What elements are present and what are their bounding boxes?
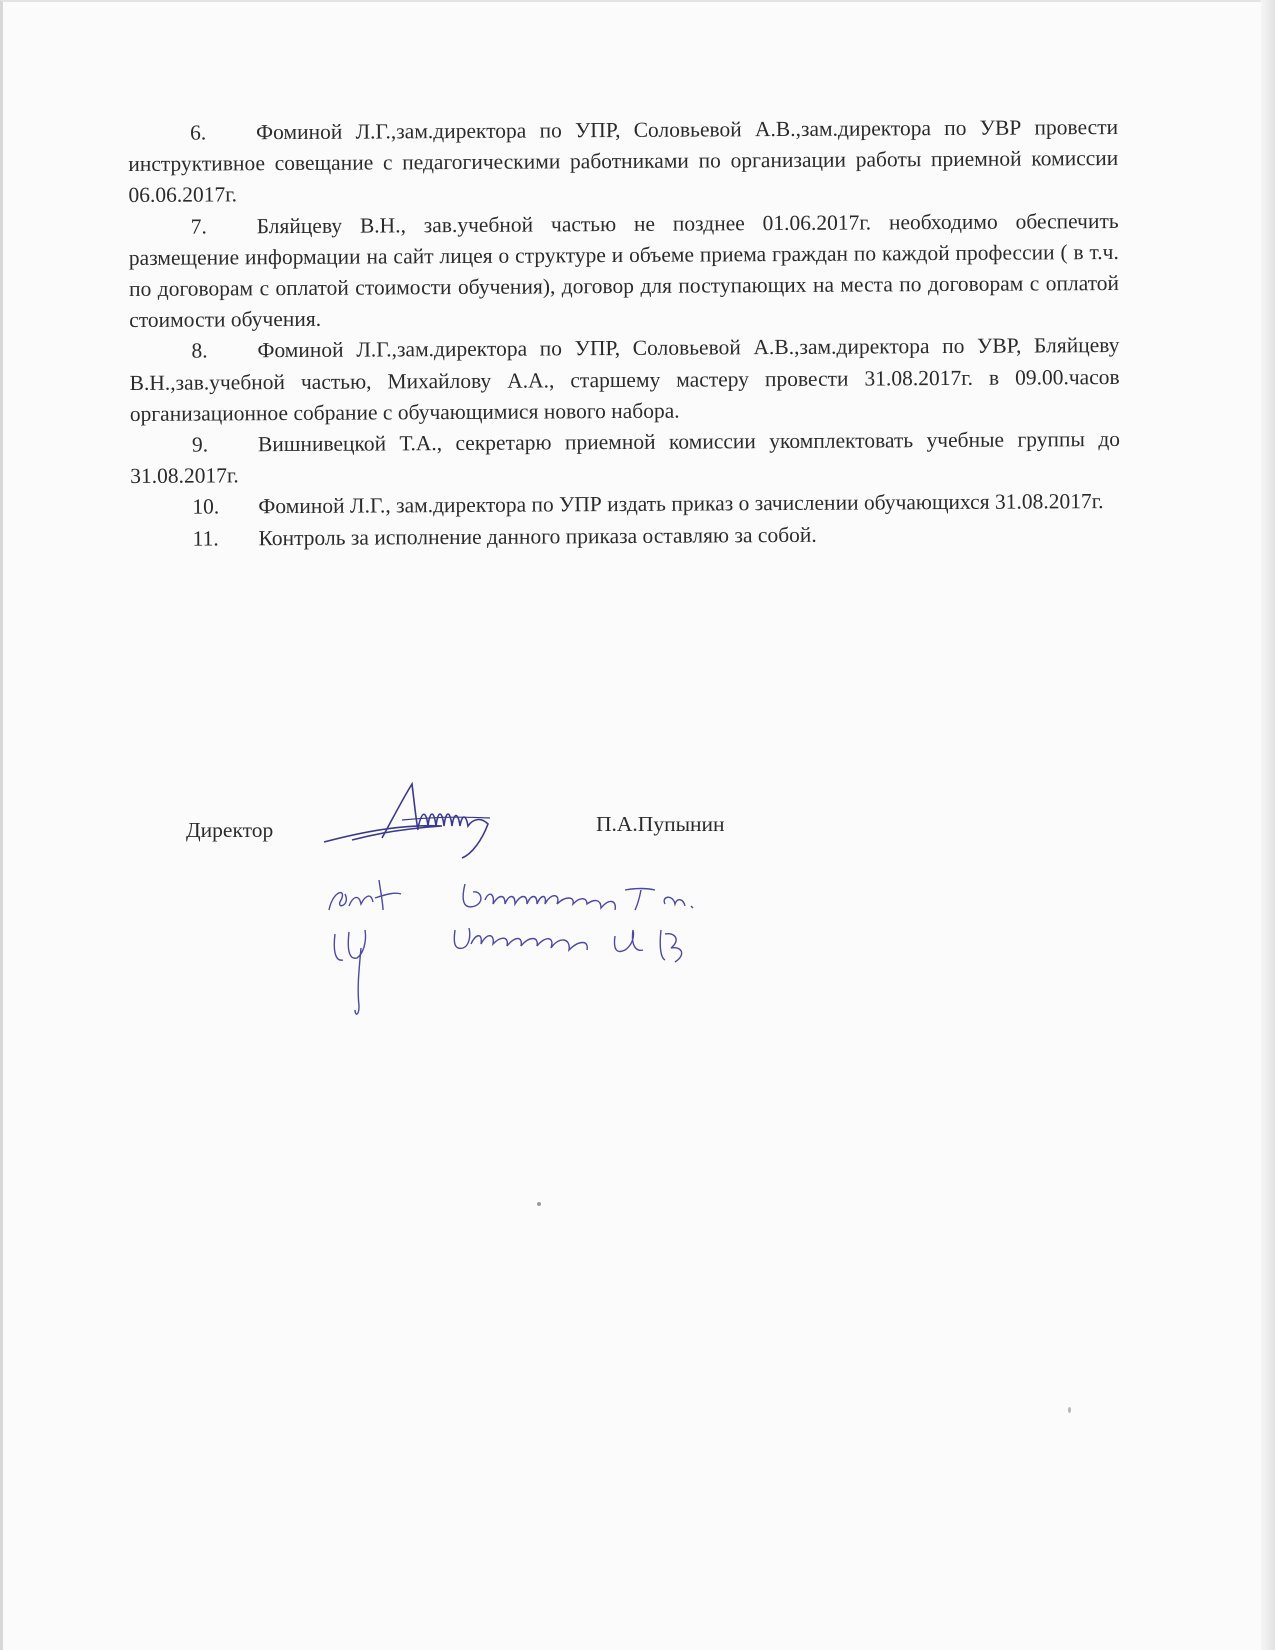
signature-block — [186, 808, 886, 868]
item-number: 10. — [192, 494, 220, 520]
order-item-9 — [130, 424, 1120, 492]
item-text: Фоминой Л.Г.,зам.директора по УПР, Соловьевой А.В.,зам.директора по УВР, Бляйцеву В.Н.,зав.учебной частью, Михайлову А.А., старшему мастеру провести 31.08.2017г. в 09.00.часов организационное собрание с обучающимися нового набора. — [129, 333, 1120, 426]
item-text: Бляйцеву В.Н., зав.учебной частью не позднее 01.06.2017г. необходимо обеспечить размещение информации на сайт лицея о структуре и объеме приема граждан по каждой профессии ( в т.ч. по договорам с оплатой стоимости обучения), договор для поступающих на места по договорам с оплатой стоимости обучения. — [128, 208, 1120, 333]
item-text: Фоминой Л.Г.,зам.директора по УПР, Соловьевой А.В.,зам.директора по УВР провести инструктивное совещание с педагогическими работниками по организации работы приемной комиссии 06.06.2017г. — [128, 114, 1119, 208]
order-item-11 — [130, 518, 1120, 555]
signatory-title: Директор — [186, 818, 274, 842]
order-item-7 — [129, 206, 1120, 337]
item-number: 7. — [190, 214, 207, 239]
item-number: 9. — [191, 432, 209, 457]
acknowledgement-signatures-icon — [325, 870, 755, 1020]
item-number: 6. — [190, 120, 207, 145]
order-item-6 — [128, 112, 1119, 212]
order-item-10 — [130, 486, 1120, 523]
order-item-8 — [129, 330, 1120, 430]
item-text: Контроль за исполнение данного приказа оставляю за собой. — [258, 522, 817, 550]
item-text: Фоминой Л.Г., зам.директора по УПР издать приказ о зачислении обучающихся 31.08.2017г. — [258, 489, 1104, 519]
item-number: 11. — [192, 526, 219, 551]
scan-speck — [537, 1202, 541, 1206]
item-text: Вишнивецкой Т.А., секретарю приемной комиссии укомплектовать учебные группы до 31.08.2017г. — [130, 426, 1121, 489]
signatory-name: П.А.Пупынин — [596, 812, 725, 836]
scan-edge — [1261, 0, 1275, 1650]
scan-speck — [1068, 1407, 1071, 1413]
item-number: 8. — [191, 338, 208, 364]
director-signature-icon — [322, 780, 522, 860]
order-items — [128, 112, 1121, 555]
